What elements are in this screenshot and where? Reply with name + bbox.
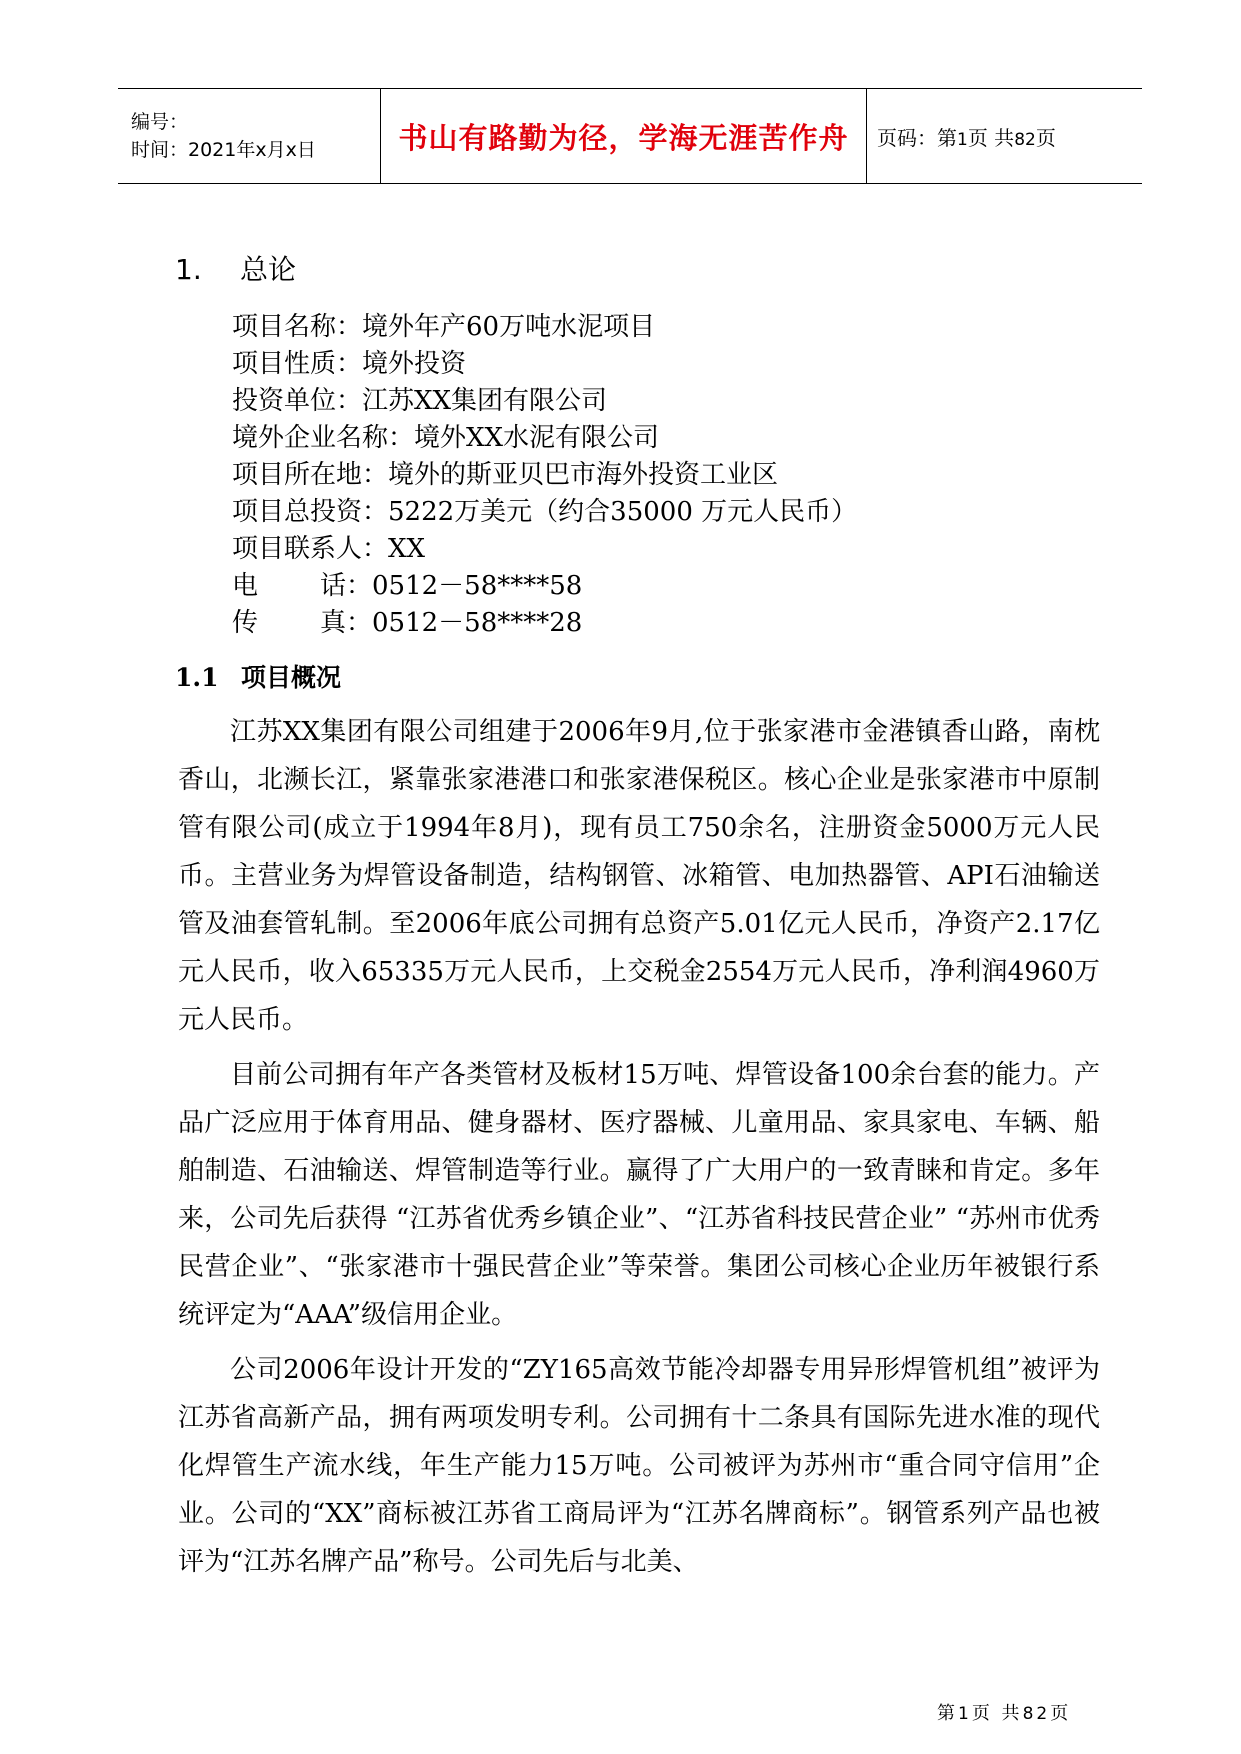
info-overseas-company: 境外企业名称：境外XX水泥有限公司 <box>232 423 660 453</box>
project-info <box>232 309 857 642</box>
header-meta <box>118 89 380 183</box>
phone-value: 话：0512－58****58 <box>320 571 583 601</box>
section-number: 1. <box>175 253 202 286</box>
document-number-label: 编号： <box>131 111 189 133</box>
info-location: 项目所在地：境外的斯亚贝巴市海外投资工业区 <box>232 460 779 490</box>
section-heading <box>175 248 296 288</box>
page-mid: 页 共 <box>967 125 1015 150</box>
footer-current: 1 <box>958 1704 972 1724</box>
header-page-indicator <box>867 89 1142 183</box>
info-contact-person: 项目联系人：XX <box>232 534 426 564</box>
info-investor: 投资单位：江苏XX集团有限公司 <box>232 386 608 416</box>
page-prefix: 页码：第 <box>877 125 957 150</box>
subsection-title: 项目概况 <box>241 663 342 692</box>
page-total: 82 <box>1014 129 1036 150</box>
section-title: 总论 <box>240 253 297 286</box>
phone-label-a: 电 <box>232 571 259 601</box>
motto-text: 书山有路勤为径，学海无涯苦作舟 <box>398 120 849 155</box>
document-time: 时间：2021年x月x日 <box>131 139 316 161</box>
header-motto <box>380 89 867 183</box>
paragraph: 公司2006年设计开发的“ZY165高效节能冷却器专用异形焊管机组”被评为江苏省高新产品，拥有两项发明专利。公司拥有十二条具有国际先进水准的现代化焊管生产流水线，年生产能力15万吨。公司被评为苏州市“重合同守信用”企业。公司的“XX”商标被江苏省工商局评为“江苏名牌商标”。钢管系列产品也被评为“江苏名牌产品”称号。公司先后与北美、 <box>178 1355 1100 1577</box>
info-project-nature: 项目性质：境外投资 <box>232 349 467 379</box>
overview-body <box>178 708 1100 1593</box>
footer-suffix: 页 <box>1050 1703 1072 1724</box>
fax-value: 真：0512－58****28 <box>320 608 583 638</box>
info-project-name: 项目名称：境外年产60万吨水泥项目 <box>232 312 656 342</box>
footer-mid: 页 共 <box>971 1703 1023 1724</box>
page-header <box>118 88 1142 184</box>
fax-label-a: 传 <box>232 608 259 638</box>
page-suffix: 页 <box>1035 125 1056 150</box>
subsection-number: 1.1 <box>175 663 219 692</box>
paragraph: 目前公司拥有年产各类管材及板材15万吨、焊管设备100余台套的能力。产品广泛应用于体育用品、健身器材、医疗器械、儿童用品、家具家电、车辆、船舶制造、石油输送、焊管制造等行业。赢得了广大用户的一致青睐和肯定。多年来，公司先后获得 “江苏省优秀乡镇企业”、“江苏省科技民营企业” “苏州市优秀民营企业”、“张家港市十强民营企业”等荣誉。集团公司核心企业历年被银行系统评定为“AAA”级信用企业。 <box>178 1060 1100 1330</box>
page-footer <box>937 1699 1071 1725</box>
subsection-heading <box>175 659 341 696</box>
footer-prefix: 第 <box>937 1703 958 1724</box>
info-phone <box>232 568 857 605</box>
paragraph: 江苏XX集团有限公司组建于2006年9月,位于张家港市金港镇香山路，南枕香山，北濒长江，紧靠张家港港口和张家港保税区。核心企业是张家港市中原制管有限公司(成立于1994年8月)，现有员工750余名，注册资金5000万元人民币。主营业务为焊管设备制造，结构钢管、冰箱管、电加热器管、API石油输送管及油套管轧制。至2006年底公司拥有总资产5.01亿元人民币，净资产2.17亿元人民币，收入65335万元人民币，上交税金2554万元人民币，净利润4960万元人民币。 <box>178 717 1100 1035</box>
footer-total: 82 <box>1022 1704 1051 1724</box>
page-current: 1 <box>957 129 968 150</box>
info-total-investment: 项目总投资：5222万美元（约合35000 万元人民币） <box>232 497 858 527</box>
info-fax <box>232 605 857 642</box>
